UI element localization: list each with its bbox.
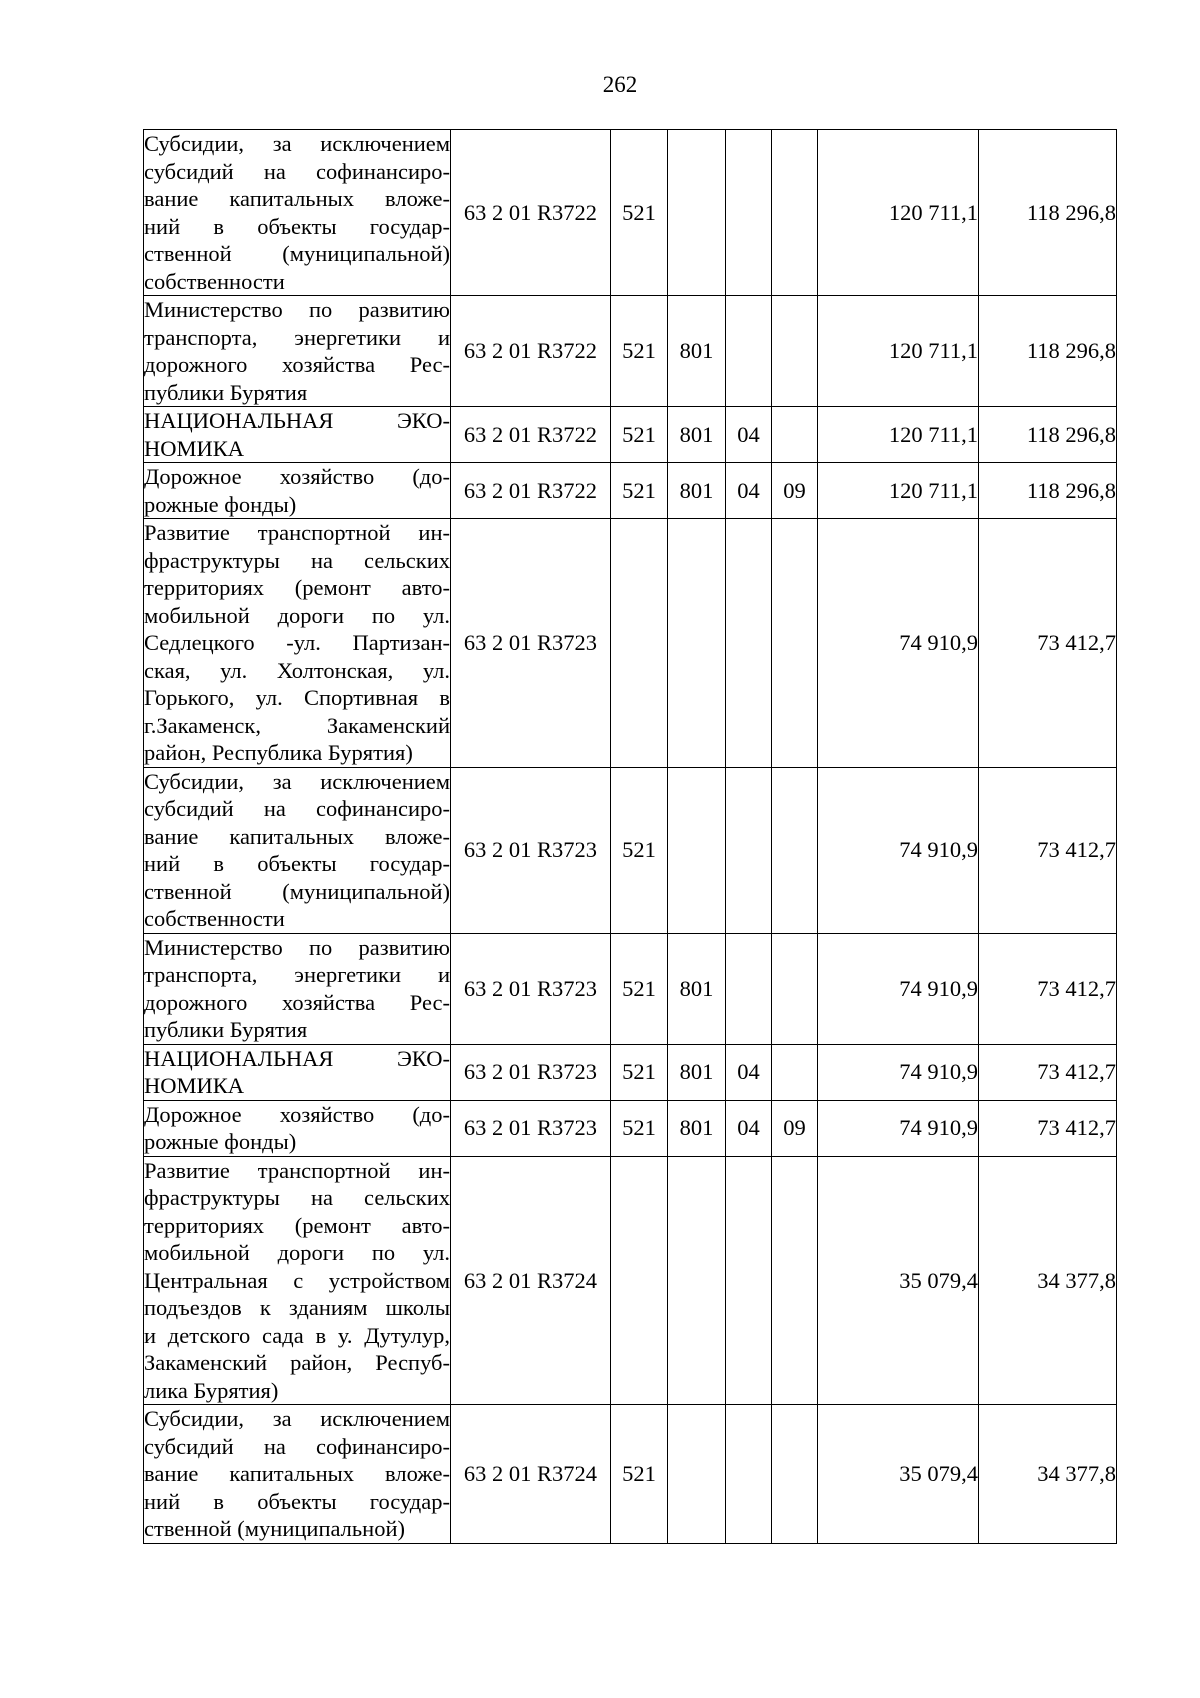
amount-year-1: 35 079,4 bbox=[818, 1156, 979, 1405]
section-code: 04 bbox=[726, 1044, 772, 1100]
table-row bbox=[144, 130, 1117, 296]
expense-type-code: 521 bbox=[611, 1405, 668, 1544]
amount-year-1: 74 910,9 bbox=[818, 1044, 979, 1100]
target-article-code: 63 2 01 R3723 bbox=[451, 767, 611, 933]
table-row bbox=[144, 463, 1117, 519]
amount-year-1: 74 910,9 bbox=[818, 1100, 979, 1156]
row-description bbox=[144, 1156, 451, 1405]
ministry-code bbox=[668, 519, 726, 768]
table-row bbox=[144, 767, 1117, 933]
subsection-code: 09 bbox=[772, 1100, 818, 1156]
description-line: НОМИКА bbox=[144, 1073, 245, 1098]
target-article-code: 63 2 01 R3722 bbox=[451, 463, 611, 519]
section-code bbox=[726, 1156, 772, 1405]
section-code: 04 bbox=[726, 1100, 772, 1156]
ministry-code: 801 bbox=[668, 1044, 726, 1100]
description-line: субсидий на софинансиро- bbox=[144, 796, 450, 821]
description-line: публики Бурятия bbox=[144, 1017, 308, 1042]
target-article-code: 63 2 01 R3722 bbox=[451, 130, 611, 296]
ministry-code bbox=[668, 1405, 726, 1544]
description-line: г.Закаменск, Закаменский bbox=[144, 712, 450, 738]
row-description bbox=[144, 407, 451, 463]
row-description bbox=[144, 130, 451, 296]
description-line: ственной (муниципальной) bbox=[144, 241, 450, 266]
description-line: рожные фонды) bbox=[144, 1129, 297, 1154]
description-line: ний в объекты государ- bbox=[144, 213, 450, 239]
description-line: транспорта, энергетики и bbox=[144, 324, 450, 350]
ministry-code: 801 bbox=[668, 463, 726, 519]
description-line: ний в объекты государ- bbox=[144, 1488, 450, 1514]
description-line: ская, ул. Холтонская, ул. bbox=[144, 657, 450, 683]
description-line: Развитие транспортной ин- bbox=[144, 1157, 450, 1183]
description-line: НОМИКА bbox=[144, 435, 245, 461]
subsection-code bbox=[772, 519, 818, 768]
row-description bbox=[144, 767, 451, 933]
description-line: лика Бурятия) bbox=[144, 1377, 279, 1403]
section-code bbox=[726, 519, 772, 768]
expense-type-code: 521 bbox=[611, 463, 668, 519]
subsection-code bbox=[772, 1156, 818, 1405]
description-line: рожные фонды) bbox=[144, 491, 297, 517]
table-row bbox=[144, 296, 1117, 407]
amount-year-2: 73 412,7 bbox=[979, 933, 1117, 1044]
amount-year-2: 73 412,7 bbox=[979, 767, 1117, 933]
expense-type-code: 521 bbox=[611, 933, 668, 1044]
description-line: НАЦИОНАЛЬНАЯ ЭКО- bbox=[144, 1045, 450, 1071]
amount-year-2: 118 296,8 bbox=[979, 296, 1117, 407]
description-line: территориях (ремонт авто- bbox=[144, 575, 450, 600]
description-line: собственности bbox=[144, 268, 285, 294]
section-code: 04 bbox=[726, 463, 772, 519]
target-article-code: 63 2 01 R3722 bbox=[451, 296, 611, 407]
description-line: Дорожное хозяйство (до- bbox=[144, 1101, 450, 1127]
table-row bbox=[144, 1405, 1117, 1544]
subsection-code bbox=[772, 296, 818, 407]
budget-table bbox=[143, 129, 1117, 1544]
amount-year-1: 74 910,9 bbox=[818, 767, 979, 933]
amount-year-1: 74 910,9 bbox=[818, 933, 979, 1044]
description-line: субсидий на софинансиро- bbox=[144, 158, 450, 184]
description-line: Развитие транспортной ин- bbox=[144, 520, 450, 545]
description-line: собственности bbox=[144, 906, 285, 931]
ministry-code bbox=[668, 130, 726, 296]
description-line: Закаменский район, Респуб- bbox=[144, 1350, 450, 1375]
description-line: и детского сада в у. Дутулур, bbox=[144, 1322, 450, 1348]
table-row bbox=[144, 1044, 1117, 1100]
description-line: Дорожное хозяйство (до- bbox=[144, 464, 450, 489]
description-line: дорожного хозяйства Рес- bbox=[144, 989, 450, 1015]
subsection-code bbox=[772, 1405, 818, 1544]
subsection-code bbox=[772, 130, 818, 296]
amount-year-1: 74 910,9 bbox=[818, 519, 979, 768]
description-line: Горького, ул. Спортивная в bbox=[144, 685, 450, 710]
description-line: подъездов к зданиям школы bbox=[144, 1295, 450, 1320]
page-number: 262 bbox=[602, 72, 638, 97]
description-line: мобильной дороги по ул. bbox=[144, 602, 450, 628]
description-line: публики Бурятия bbox=[144, 379, 308, 405]
row-description bbox=[144, 1100, 451, 1156]
target-article-code: 63 2 01 R3723 bbox=[451, 1044, 611, 1100]
target-article-code: 63 2 01 R3722 bbox=[451, 407, 611, 463]
amount-year-2: 118 296,8 bbox=[979, 130, 1117, 296]
amount-year-1: 120 711,1 bbox=[818, 463, 979, 519]
expense-type-code: 521 bbox=[611, 296, 668, 407]
description-line: Субсидии, за исключением bbox=[144, 131, 450, 156]
target-article-code: 63 2 01 R3723 bbox=[451, 933, 611, 1044]
table-row bbox=[144, 1100, 1117, 1156]
target-article-code: 63 2 01 R3723 bbox=[451, 519, 611, 768]
amount-year-1: 35 079,4 bbox=[818, 1405, 979, 1544]
amount-year-2: 73 412,7 bbox=[979, 1044, 1117, 1100]
description-line: район, Республика Бурятия) bbox=[144, 740, 413, 765]
expense-type-code bbox=[611, 1156, 668, 1405]
expense-type-code: 521 bbox=[611, 1100, 668, 1156]
description-line: Субсидии, за исключением bbox=[144, 1406, 450, 1431]
amount-year-2: 34 377,8 bbox=[979, 1405, 1117, 1544]
amount-year-2: 73 412,7 bbox=[979, 1100, 1117, 1156]
description-line: территориях (ремонт авто- bbox=[144, 1212, 450, 1238]
subsection-code bbox=[772, 407, 818, 463]
amount-year-1: 120 711,1 bbox=[818, 296, 979, 407]
description-line: Центральная с устройством bbox=[144, 1267, 450, 1293]
amount-year-2: 118 296,8 bbox=[979, 463, 1117, 519]
description-line: субсидий на софинансиро- bbox=[144, 1433, 450, 1459]
ministry-code bbox=[668, 767, 726, 933]
amount-year-2: 118 296,8 bbox=[979, 407, 1117, 463]
description-line: дорожного хозяйства Рес- bbox=[144, 352, 450, 377]
description-line: Министерство по развитию bbox=[144, 297, 450, 322]
description-line: НАЦИОНАЛЬНАЯ ЭКО- bbox=[144, 408, 450, 433]
section-code: 04 bbox=[726, 407, 772, 463]
target-article-code: 63 2 01 R3724 bbox=[451, 1156, 611, 1405]
ministry-code: 801 bbox=[668, 296, 726, 407]
table-body bbox=[144, 130, 1117, 1544]
subsection-code bbox=[772, 1044, 818, 1100]
ministry-code bbox=[668, 1156, 726, 1405]
ministry-code: 801 bbox=[668, 933, 726, 1044]
ministry-code: 801 bbox=[668, 1100, 726, 1156]
description-line: фраструктуры на сельских bbox=[144, 1185, 450, 1210]
expense-type-code: 521 bbox=[611, 767, 668, 933]
description-line: вание капитальных вложе- bbox=[144, 823, 450, 849]
section-code bbox=[726, 767, 772, 933]
description-line: ственной (муниципальной) bbox=[144, 878, 450, 904]
description-line: вание капитальных вложе- bbox=[144, 186, 450, 211]
table-row bbox=[144, 407, 1117, 463]
expense-type-code: 521 bbox=[611, 407, 668, 463]
description-line: мобильной дороги по ул. bbox=[144, 1240, 450, 1265]
description-line: транспорта, энергетики и bbox=[144, 962, 450, 987]
amount-year-1: 120 711,1 bbox=[818, 130, 979, 296]
amount-year-2: 73 412,7 bbox=[979, 519, 1117, 768]
row-description bbox=[144, 296, 451, 407]
description-line: Субсидии, за исключением bbox=[144, 768, 450, 794]
description-line: ственной (муниципальной) bbox=[144, 1516, 405, 1541]
expense-type-code: 521 bbox=[611, 1044, 668, 1100]
section-code bbox=[726, 933, 772, 1044]
target-article-code: 63 2 01 R3723 bbox=[451, 1100, 611, 1156]
row-description bbox=[144, 519, 451, 768]
expense-type-code bbox=[611, 519, 668, 768]
row-description bbox=[144, 1405, 451, 1544]
table-row bbox=[144, 933, 1117, 1044]
section-code bbox=[726, 130, 772, 296]
table-row bbox=[144, 1156, 1117, 1405]
description-line: ний в объекты государ- bbox=[144, 851, 450, 876]
description-line: Министерство по развитию bbox=[144, 934, 450, 960]
description-line: фраструктуры на сельских bbox=[144, 547, 450, 573]
ministry-code: 801 bbox=[668, 407, 726, 463]
row-description bbox=[144, 933, 451, 1044]
row-description bbox=[144, 463, 451, 519]
row-description bbox=[144, 1044, 451, 1100]
subsection-code bbox=[772, 767, 818, 933]
expense-type-code: 521 bbox=[611, 130, 668, 296]
subsection-code: 09 bbox=[772, 463, 818, 519]
table-row bbox=[144, 519, 1117, 768]
description-line: вание капитальных вложе- bbox=[144, 1461, 450, 1486]
subsection-code bbox=[772, 933, 818, 1044]
amount-year-2: 34 377,8 bbox=[979, 1156, 1117, 1405]
target-article-code: 63 2 01 R3724 bbox=[451, 1405, 611, 1544]
amount-year-1: 120 711,1 bbox=[818, 407, 979, 463]
section-code bbox=[726, 1405, 772, 1544]
section-code bbox=[726, 296, 772, 407]
description-line: Седлецкого -ул. Партизан- bbox=[144, 630, 450, 655]
